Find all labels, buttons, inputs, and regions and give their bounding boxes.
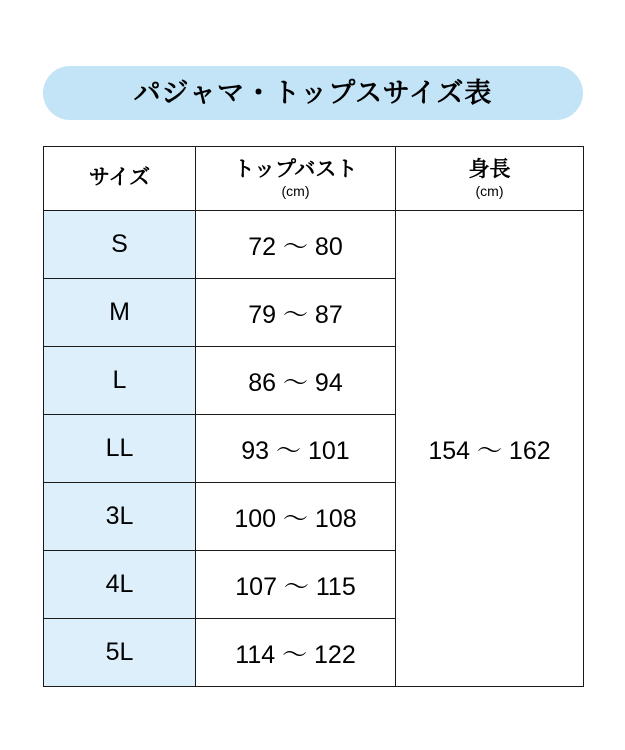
page-title: パジャマ・トップスサイズ表	[133, 77, 493, 108]
header-height	[396, 147, 584, 211]
cell-size: 3L	[44, 483, 196, 551]
cell-top-bust: 86 〜 94	[196, 347, 396, 415]
cell-height: 154 〜 162	[396, 211, 584, 687]
header-top-bust-unit: (cm)	[281, 182, 310, 199]
header-height-unit: (cm)	[475, 182, 504, 199]
table-row	[44, 211, 584, 279]
cell-size: M	[44, 279, 196, 347]
header-size	[44, 147, 196, 211]
cell-size: 4L	[44, 551, 196, 619]
header-top-bust-label: トップバスト	[233, 157, 358, 181]
header-size-label: サイズ	[88, 166, 151, 190]
header-top-bust	[196, 147, 396, 211]
cell-top-bust: 79 〜 87	[196, 279, 396, 347]
table-header-row	[44, 147, 584, 211]
cell-top-bust: 100 〜 108	[196, 483, 396, 551]
size-table	[43, 146, 584, 687]
cell-top-bust: 107 〜 115	[196, 551, 396, 619]
cell-top-bust: 72 〜 80	[196, 211, 396, 279]
cell-size: LL	[44, 415, 196, 483]
cell-top-bust: 93 〜 101	[196, 415, 396, 483]
cell-size: 5L	[44, 619, 196, 687]
header-height-label: 身長	[468, 157, 511, 181]
cell-top-bust: 114 〜 122	[196, 619, 396, 687]
cell-size: L	[44, 347, 196, 415]
cell-size: S	[44, 211, 196, 279]
title-banner	[43, 66, 583, 120]
